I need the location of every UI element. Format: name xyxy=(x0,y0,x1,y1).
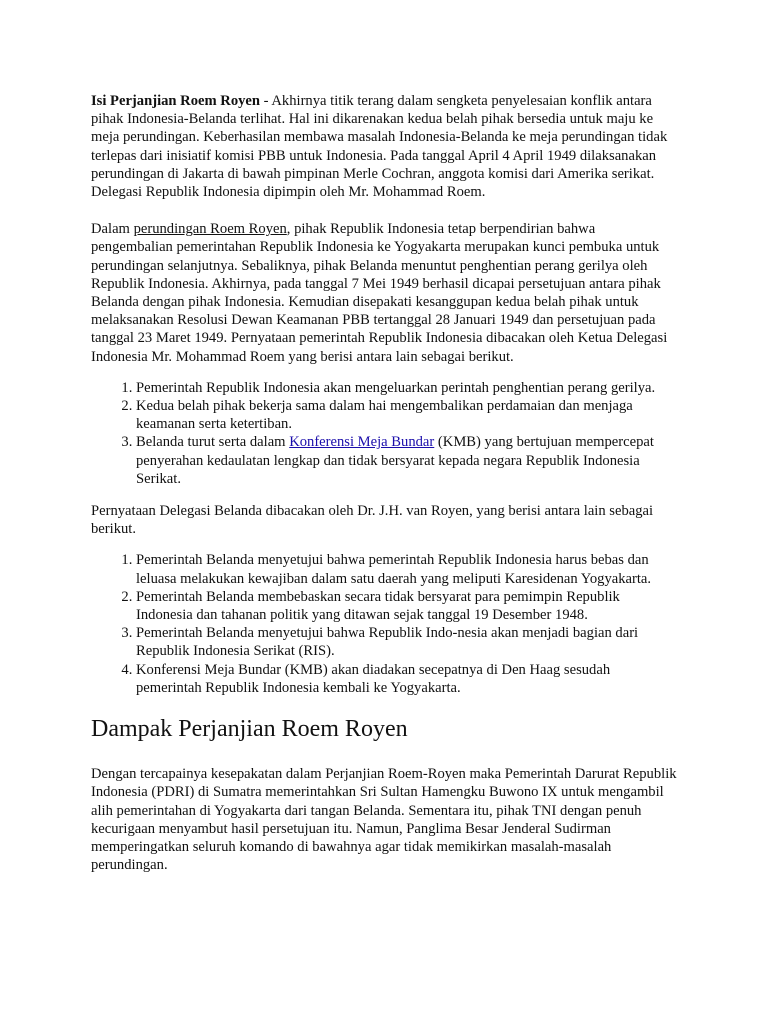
kmb-link[interactable]: Konferensi Meja Bundar xyxy=(289,434,435,451)
dutch-statement-list xyxy=(91,551,678,697)
negotiation-text-start: Dalam xyxy=(91,221,134,238)
list-item xyxy=(136,661,678,697)
list-item xyxy=(136,551,678,587)
list-item-text: Pemerintah Belanda menyetujui bahwa pemerintah Republik Indonesia harus bebas dan leluasa melakukan kewajiban dalam satu daerah yang meliputi Karesidenan Yogyakarta. xyxy=(136,552,652,587)
list-item-text-end: (KMB) yang bertujuan mempercepat penyerahan kedaulatan lengkap dan tidak bersyarat kepada negara Republik Indonesia Serikat. xyxy=(136,434,654,487)
list-item xyxy=(136,397,678,433)
list-item-text: Konferensi Meja Bundar (KMB) akan diadakan secepatnya di Den Haag sesudah pemerintah Republik Indonesia kembali ke Yogyakarta. xyxy=(136,661,611,696)
list-item-text-start: Belanda turut serta dalam xyxy=(136,434,290,451)
list-item-text: Pemerintah Belanda menyetujui bahwa Republik Indo-nesia akan menjadi bagian dari Republik Indonesia Serikat (RIS). xyxy=(136,625,639,660)
list-item xyxy=(136,624,678,660)
intro-lead-title: Isi Perjanjian Roem Royen xyxy=(91,93,261,109)
roem-royen-underlined-term: perundingan Roem Royen xyxy=(133,221,287,238)
negotiation-paragraph xyxy=(91,220,678,366)
section-heading: Dampak Perjanjian Roem Royen xyxy=(91,716,408,743)
intro-lead-text: - Akhirnya titik terang dalam sengketa penyelesaian konflik antara pihak Indonesia-Belanda terlihat. Hal ini dikarenakan kedua belah pihak bersedia untuk maju ke meja perundingan. Keberhasilan membawa masalah Indonesia-Belanda ke meja perundingan tidak terlepas dari inisiatif komisi PBB untuk Indonesia. Pada tanggal April 4 April 1949 dilaksanakan perundingan di Jakarta di bawah pimpinan Merle Cochran, anggota komisi dari Amerika serikat. Delegasi Republik Indonesia dipimpin oleh Mr. Mohammad Roem. xyxy=(91,93,668,201)
list-item xyxy=(136,588,678,624)
indonesia-statement-list xyxy=(91,379,678,488)
list-item-text: Pemerintah Belanda membebaskan secara tidak bersyarat para pemimpin Republik Indonesia dan tahanan politik yang ditawan sejak tanggal 19 Desember 1948. xyxy=(136,588,620,624)
impact-paragraph: Dengan tercapainya kesepakatan dalam Perjanjian Roem-Royen maka Pemerintah Darurat Republik Indonesia (PDRI) di Sumatra memerintahkan Sri Sultan Hamengku Buwono IX untuk mengambil alih pemerintahan di Yogyakarta dari tangan Belanda. Sementara itu, pihak TNI dengan penuh kecurigaan menyambut hasil persetujuan itu. Namun, Panglima Besar Jenderal Sudirman memperingatkan seluruh komando di bawahnya agar tidak memikirkan masalah-masalah perundingan. xyxy=(91,766,677,874)
list-item-text: Pemerintah Republik Indonesia akan mengeluarkan perintah penghentian perang gerilya. xyxy=(136,379,656,396)
dutch-statement-intro: Pernyataan Delegasi Belanda dibacakan oleh Dr. J.H. van Royen, yang berisi antara lain sebagai berikut. xyxy=(91,503,654,538)
list-item xyxy=(136,379,678,397)
negotiation-text-rest: , pihak Republik Indonesia tetap berpendirian bahwa pengembalian pemerintahan Republik Indonesia ke Yogyakarta merupakan kunci pembuka untuk perundingan selanjutnya. Sebaliknya, pihak Belanda menuntut penghentian perang gerilya oleh Republik Indonesia. Akhirnya, pada tanggal 7 Mei 1949 berhasil dicapai persetujuan antara pihak Belanda dengan pihak Indonesia. Kemudian disepakati kesanggupan kedua belah pihak untuk melaksanakan Resolusi Dewan Keamanan PBB tertanggal 28 Januari 1949 dan persetujuan pada tanggal 23 Maret 1949. Pernyataan pemerintah Republik Indonesia dibacakan oleh Ketua Delegasi Indonesia Mr. Mohammad Roem yang berisi antara lain sebagai berikut. xyxy=(91,221,668,365)
intro-paragraph xyxy=(91,92,678,201)
list-item xyxy=(136,433,678,488)
list-item-text: Kedua belah pihak bekerja sama dalam hai mengembalikan perdamaian dan menjaga keamanan serta ketertiban. xyxy=(136,398,633,433)
